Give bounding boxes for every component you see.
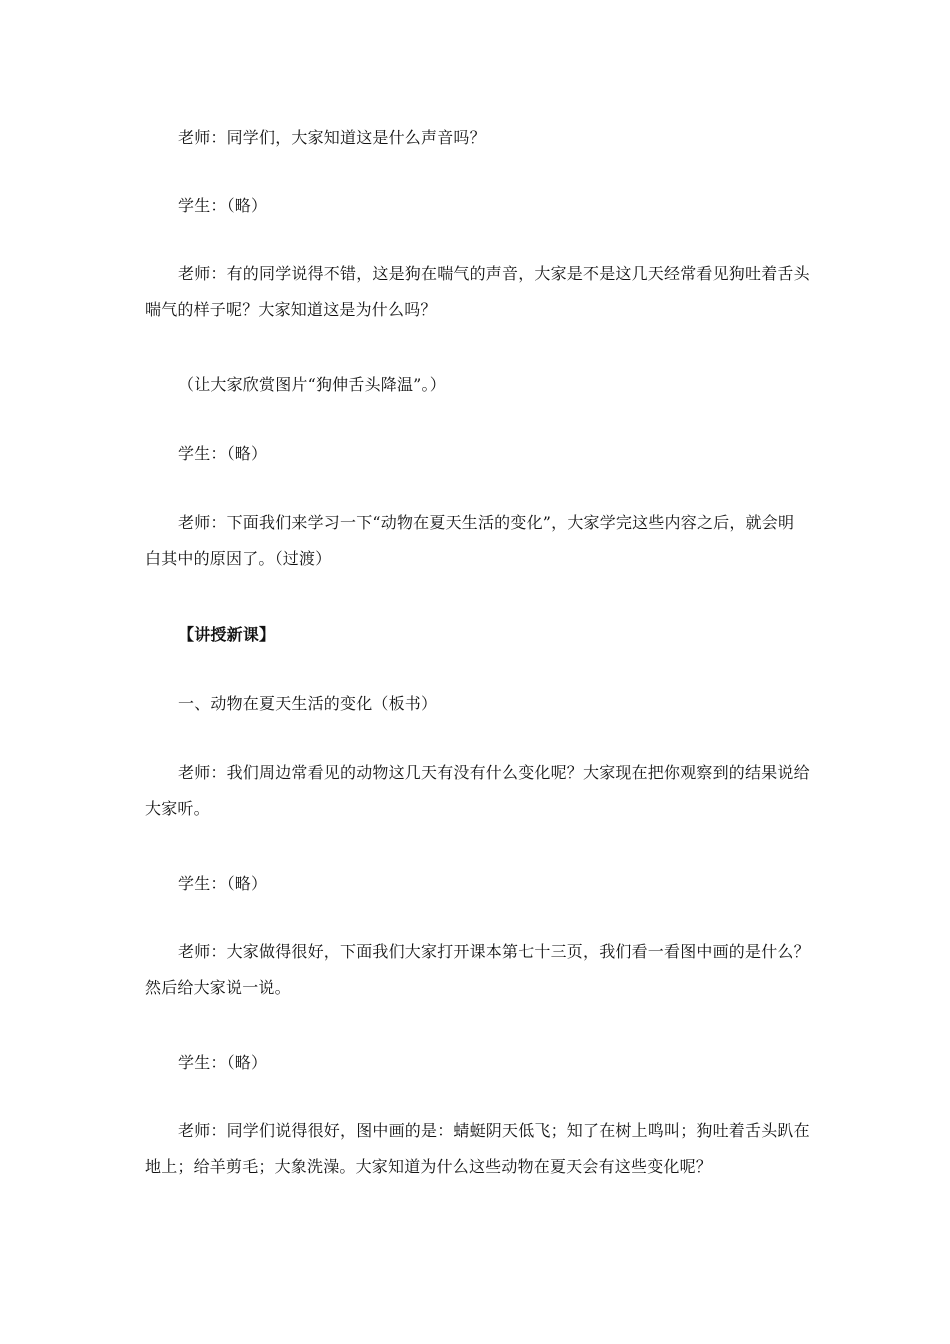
paragraph-teacher-dog-panting: 老师：有的同学说得不错，这是狗在喘气的声音，大家是不是这几天经常看见狗吐着舌头喘气的样子呢？大家知道这是为什么吗？ bbox=[145, 264, 810, 319]
paragraph-student-reply: 学生：（略） bbox=[178, 874, 268, 893]
paragraph-teacher-picture-description: 老师：同学们说得很好，图中画的是：蜻蜓阴天低飞；知了在树上鸣叫；狗吐着舌头趴在地上；给羊剪毛；大象洗澡。大家知道为什么这些动物在夏天会有这些变化呢？ bbox=[145, 1121, 810, 1176]
subsection-heading: 一、动物在夏天生活的变化（板书） bbox=[178, 694, 438, 713]
section-heading-new-lesson: 【讲授新课】 bbox=[178, 625, 276, 644]
paragraph-teacher-transition: 老师：下面我们来学习一下“动物在夏天生活的变化”，大家学完这些内容之后，就会明白其中的原因了。（过渡） bbox=[145, 513, 795, 568]
paragraph-student-reply: 学生：（略） bbox=[178, 196, 268, 215]
paragraph-teacher-question: 老师：同学们，大家知道这是什么声音吗？ bbox=[178, 128, 486, 147]
paragraph-student-reply: 学生：（略） bbox=[178, 1053, 268, 1072]
paragraph-picture-note: （让大家欣赏图片“狗伸舌头降温”。） bbox=[178, 375, 446, 394]
paragraph-teacher-textbook: 老师：大家做得很好，下面我们大家打开课本第七十三页，我们看一看图中画的是什么？然后给大家说一说。 bbox=[145, 942, 810, 997]
paragraph-teacher-observe: 老师：我们周边常看见的动物这几天有没有什么变化呢？大家现在把你观察到的结果说给大家听。 bbox=[145, 763, 810, 818]
paragraph-student-reply: 学生：（略） bbox=[178, 444, 268, 463]
